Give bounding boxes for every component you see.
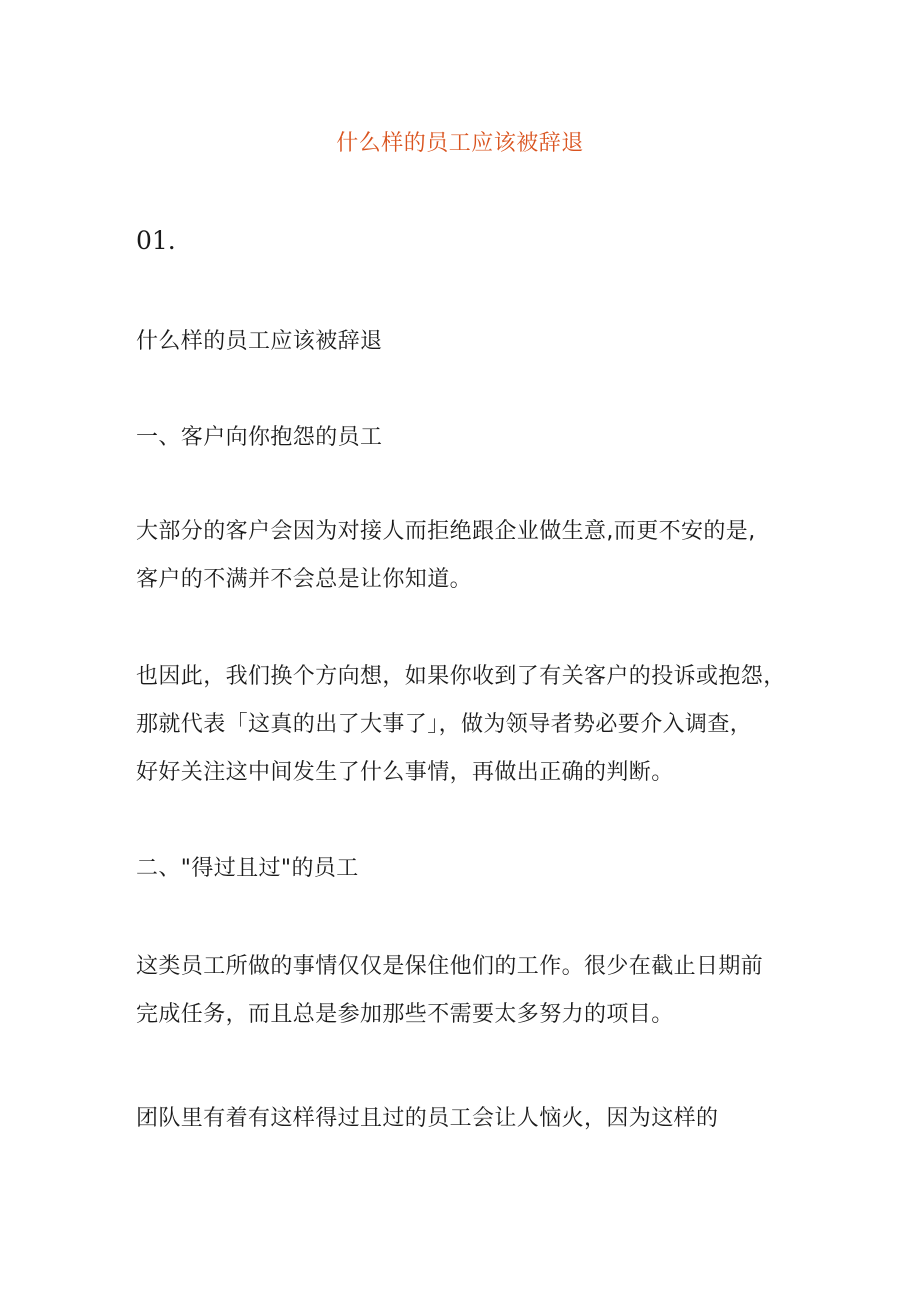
paragraph-4-line-1: 团队里有着有这样得过且过的员工会让人恼火，因为这样的 <box>136 1106 719 1131</box>
document-title: 什么样的员工应该被辞退 <box>336 131 584 156</box>
paragraph-1-line-2: 客户的不满并不会总是让你知道。 <box>136 567 473 592</box>
paragraph-2-line-2: 那就代表「这真的出了大事了」，做为领导者势必要介入调查， <box>136 712 753 737</box>
paragraph-3-line-2: 完成任务，而且总是参加那些不需要太多努力的项目。 <box>136 1002 674 1027</box>
paragraph-1-line-1: 大部分的客户会因为对接人而拒绝跟企业做生意,而更不安的是, <box>136 519 756 544</box>
paragraph-2-line-3: 好好关注这中间发生了什么事情，再做出正确的判断。 <box>136 760 674 785</box>
paragraph-3-line-1: 这类员工所做的事情仅仅是保住他们的工作。很少在截止日期前 <box>136 954 764 979</box>
paragraph-3 <box>136 943 796 1039</box>
heading-2: 二、"得过且过"的员工 <box>136 856 359 881</box>
section-number: 01. <box>136 226 176 255</box>
paragraph-2 <box>136 653 796 797</box>
section-subtitle: 什么样的员工应该被辞退 <box>136 329 383 354</box>
paragraph-2-line-1: 也因此，我们换个方向想，如果你收到了有关客户的投诉或抱怨， <box>136 664 786 689</box>
heading-1: 一、客户向你抱怨的员工 <box>136 425 383 450</box>
paragraph-1 <box>136 508 796 604</box>
paragraph-4 <box>136 1095 796 1143</box>
